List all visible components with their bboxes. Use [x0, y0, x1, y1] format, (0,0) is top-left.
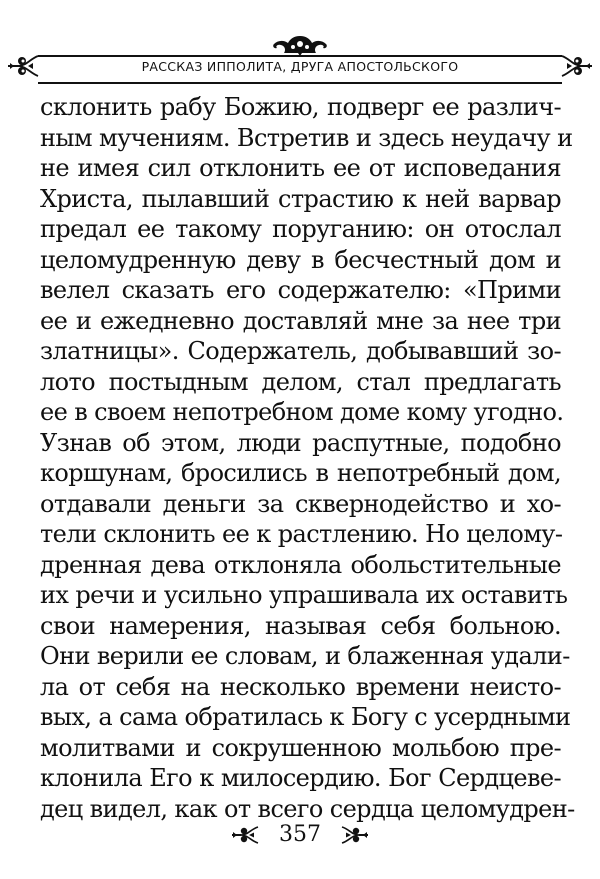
- text-line: склонить рабу Божию, подверг ее различ-: [40, 93, 561, 121]
- running-title: РАССКАЗ ИППОЛИТА, ДРУГА АПОСТОЛЬСКОГО: [141, 59, 459, 74]
- text-line: Христа, пылавший страстию к ней варвар: [40, 184, 561, 213]
- fleuron-right-icon: [339, 825, 369, 845]
- text-line: велел сказать его содержателю: «Прими: [40, 276, 561, 304]
- text-line: клонила Его к милосердию. Бог Сердцеве-: [40, 764, 561, 792]
- text-line: тели склонить ее к растлению. Но целому-: [40, 520, 563, 548]
- text-line: ее и ежедневно доставляй мне за нее три: [40, 306, 561, 335]
- text-line: предал ее такому поруганию: он отослал: [40, 215, 561, 243]
- text-line: ным мучениям. Встретив и здесь неудачу и: [40, 123, 573, 152]
- page-number: 357: [279, 822, 321, 847]
- body-paragraph: [40, 92, 575, 824]
- text-line: дренная дева отклоняла обольстительные: [40, 550, 561, 579]
- text-line: лото постыдным делом, стал предлагать: [40, 367, 561, 396]
- text-line: ла от себя на несколько времени неисто-: [40, 672, 561, 701]
- text-line: молитвами и сокрушенною мольбою пре-: [40, 733, 561, 762]
- text-line: златницы». Содержатель, добывавший зо-: [40, 337, 561, 365]
- text-line: отдавали деньги за сквернодейство и хо-: [40, 489, 561, 518]
- text-line: коршунам, бросились в непотребный дом,: [40, 459, 561, 487]
- running-header: [0, 30, 600, 92]
- text-line: дец видел, как от всего сердца целомудрен-: [40, 794, 575, 823]
- fleuron-left-icon: [231, 825, 261, 845]
- page-footer: [0, 822, 600, 852]
- fleuron-right-icon: [558, 53, 594, 79]
- text-line: Они верили ее словам, и блаженная удали-: [40, 642, 570, 670]
- text-line: Узнав об этом, люди распутные, подобно: [40, 428, 561, 457]
- text-line: их речи и усильно упрашивала их оставить: [40, 581, 568, 609]
- text-line: не имея сил отклонить ее от исповедания: [40, 154, 561, 182]
- text-line: ее в своем непотребном доме кому угодно.: [40, 398, 564, 426]
- text-line: целомудренную деву в бесчестный дом и: [40, 245, 561, 274]
- crown-flourish-icon: [260, 34, 340, 56]
- text-line: вых, а сама обратилась к Богу с усердными: [40, 703, 571, 731]
- text-line: свои намерения, называя себя больною.: [40, 611, 561, 640]
